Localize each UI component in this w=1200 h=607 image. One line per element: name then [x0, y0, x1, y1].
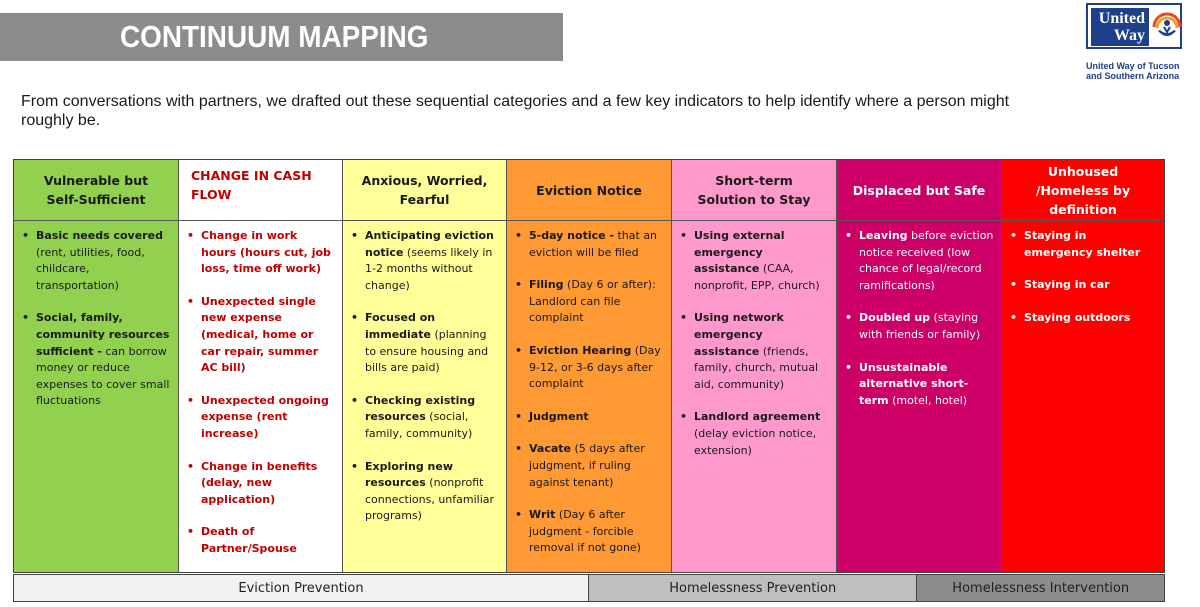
indicator-bold-text: Landlord agreement [694, 410, 821, 424]
indicator-item [18, 310, 172, 410]
indicator-item [183, 459, 336, 509]
hand-rainbow-person-icon [1152, 11, 1182, 41]
indicator-item [347, 393, 500, 443]
indicator-item [183, 393, 336, 443]
continuum-board [13, 159, 1165, 573]
logo-caption-line1: United Way of Tucson [1086, 61, 1180, 71]
indicator-detail-text: (staying with friends or family) [859, 311, 981, 341]
indicator-detail-text: (rent, utilities, food, childcare, transportation) [36, 245, 145, 292]
indicator-bold-text: Eviction Hearing [529, 343, 632, 357]
logo-caption-line2: and Southern Arizona [1086, 71, 1180, 81]
indicator-item [841, 310, 995, 343]
column-heading: Displaced but Safe [837, 160, 1001, 221]
indicator-item [511, 277, 665, 327]
indicator-item [841, 360, 995, 410]
indicator-item [511, 228, 665, 261]
column-body [507, 221, 671, 557]
logo-word-line1: United [1098, 10, 1145, 27]
indicator-bold-text: Using network emergency assistance [694, 311, 784, 358]
indicator-bold-text: Anticipating eviction notice [365, 229, 494, 259]
indicator-detail-text: (Day 9-12, or 3-6 days after complaint [529, 343, 661, 391]
indicator-item [511, 441, 665, 491]
column-body [1002, 221, 1164, 326]
column-heading: CHANGE IN CASH FLOW [179, 160, 342, 221]
column-body [837, 221, 1001, 409]
indicator-bold-text: Leaving [859, 229, 908, 242]
indicator-detail-text: (social, family, community) [365, 410, 473, 440]
indicator-bold-text: Change in benefits (delay, new application) [201, 459, 318, 506]
indicator-bold-text: Judgment [529, 409, 589, 423]
indicator-item [511, 343, 665, 393]
column-heading: Vulnerable but Self-Sufficient [14, 160, 178, 221]
indicator-bold-text: Filing [529, 278, 564, 292]
indicator-item [347, 228, 500, 294]
footer-homelessness-intervention: Homelessness Intervention [917, 575, 1164, 601]
footer-eviction-prevention: Eviction Prevention [14, 575, 589, 601]
column-unhoused [1002, 160, 1164, 572]
indicator-detail-text: (seems likely in 1-2 months without change) [365, 245, 493, 292]
indicator-item [183, 294, 336, 377]
indicator-detail-text: (planning to ensure housing and bills are paid) [365, 327, 489, 375]
indicator-item [1006, 228, 1158, 261]
indicator-bold-text: Unsustainable alternative short-term [859, 360, 969, 407]
page-title: CONTINUUM MAPPING [120, 19, 429, 54]
indicator-item [1006, 310, 1158, 327]
indicator-bold-text: Doubled up [859, 311, 931, 325]
column-vulnerable [14, 160, 179, 572]
indicator-detail-text: can borrow money or reduce expenses to cover small fluctuations [36, 344, 170, 408]
indicator-item [676, 409, 830, 459]
indicator-item [183, 524, 336, 557]
column-eviction-notice [507, 160, 672, 572]
logo-caption [1086, 61, 1186, 81]
united-way-logo [1086, 3, 1186, 81]
column-heading: Anxious, Worried, Fearful [343, 160, 506, 221]
indicator-item [676, 310, 830, 393]
title-bar [0, 13, 563, 61]
column-change-in-cash-flow [179, 160, 343, 572]
indicator-item [841, 228, 995, 294]
indicator-bold-text: Unexpected ongoing expense (rent increase) [201, 393, 329, 440]
indicator-detail-text: (nonprofit connections, unfamiliar programs) [365, 476, 495, 523]
logo-wordmark [1091, 8, 1149, 46]
intro-text: From conversations with partners, we drafted out these sequential categories and a few key indicators to help identify where a person might roughly be. [21, 93, 1010, 129]
indicator-detail-text: (Day 6 after judgment - forcible removal if not gone) [529, 508, 641, 555]
indicator-detail-text: (CAA, nonprofit, EPP, church) [694, 262, 820, 292]
indicator-item [511, 409, 665, 426]
indicator-bold-text: 5-day notice - [529, 229, 614, 242]
indicator-bold-text: Social, family, community resources sufficient - [36, 311, 170, 358]
indicator-bold-text: Change in work hours (hours cut, job loss, time off work) [201, 229, 331, 276]
indicator-bold-text: Vacate [529, 442, 571, 456]
indicator-bold-text: Exploring new resources [365, 459, 453, 490]
logo-mark [1086, 3, 1182, 49]
indicator-bold-text: Death of Partner/Spouse [201, 525, 297, 555]
indicator-bold-text: Writ [529, 508, 556, 522]
indicator-item [511, 507, 665, 557]
column-body [343, 221, 506, 525]
column-body [14, 221, 178, 410]
indicator-bold-text: Staying outdoors [1024, 310, 1131, 324]
indicator-item [676, 228, 830, 294]
indicator-detail-text: (delay eviction notice, extension) [694, 426, 817, 457]
indicator-detail-text: (friends, family, church, mutual aid, community) [694, 344, 818, 391]
indicator-bold-text: Using external emergency assistance [694, 229, 785, 276]
indicator-item [347, 310, 500, 376]
column-displaced [837, 160, 1002, 572]
column-heading: Unhoused /Homeless by definition [1002, 160, 1164, 221]
indicator-item [1006, 277, 1158, 294]
indicator-item [18, 228, 172, 294]
indicator-detail-text: before eviction notice received (low chance of legal/record ramifications) [859, 229, 994, 292]
indicator-bold-text: Basic needs covered [36, 229, 163, 242]
indicator-item [347, 459, 500, 525]
indicator-item [183, 228, 336, 278]
indicator-detail-text: (Day 6 or after): Landlord can file complaint [529, 278, 656, 325]
column-body [672, 221, 836, 459]
indicator-bold-text: Checking existing resources [365, 393, 476, 424]
indicator-bold-text: Focused on immediate [365, 311, 436, 341]
column-anxious [343, 160, 507, 572]
column-heading: Short-term Solution to Stay [672, 160, 836, 221]
column-short-term-solution [672, 160, 837, 572]
indicator-bold-text: Staying in emergency shelter [1024, 229, 1141, 259]
logo-word-line2: Way [1113, 27, 1145, 44]
indicator-detail-text: (5 days after judgment, if ruling against tenant) [529, 442, 645, 489]
indicator-bold-text: Unexpected single new expense (medical, home or car repair, summer AC bill) [201, 294, 319, 375]
stage-footer [13, 574, 1165, 602]
column-heading: Eviction Notice [507, 160, 671, 221]
indicator-detail-text: (motel, hotel) [888, 393, 968, 407]
column-body [179, 221, 342, 558]
indicator-bold-text: Staying in car [1024, 278, 1110, 292]
indicator-detail-text: that an eviction will be filed [529, 229, 658, 259]
footer-homelessness-prevention: Homelessness Prevention [589, 575, 917, 601]
